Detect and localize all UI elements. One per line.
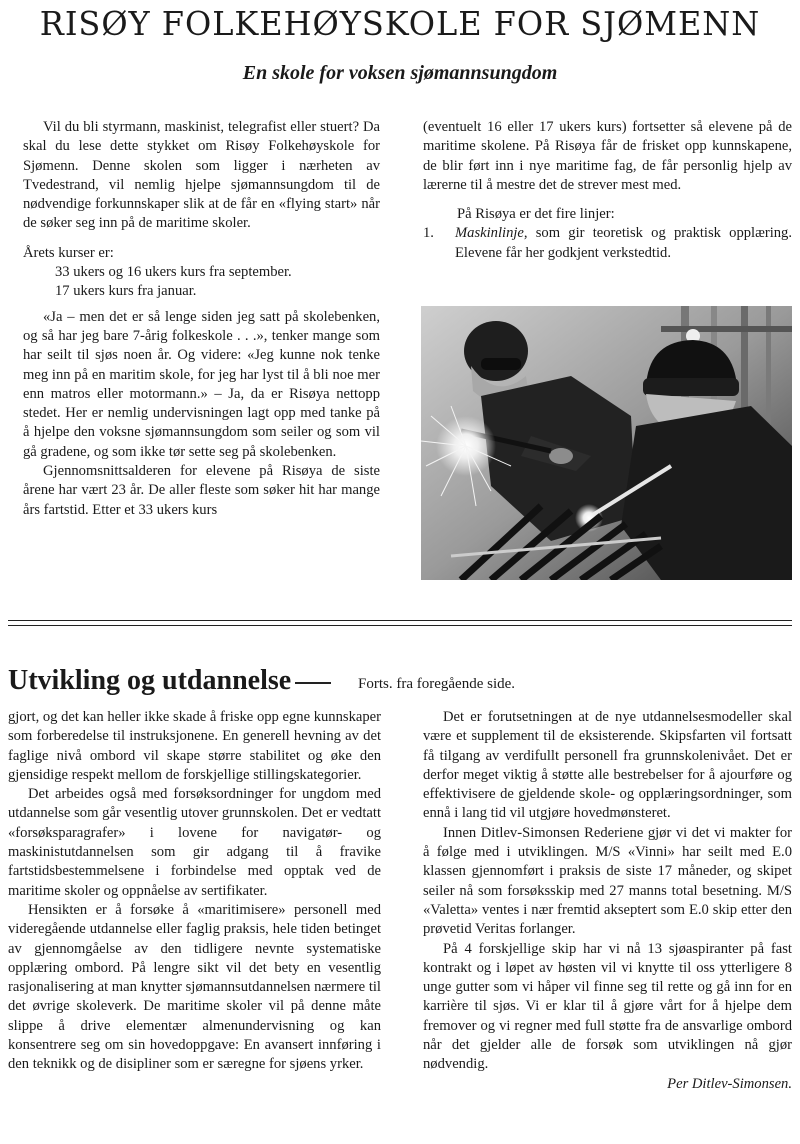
article1-paragraph: Gjennomsnittsalderen for elevene på Risøya de siste årene har vært 23 år. De aller fleste som søker hit har mange års fartstid. Etter et 33 ukers kurs: [23, 463, 380, 518]
article2-paragraph: På 4 forskjellige skip har vi nå 13 sjøaspiranter på fast kontrakt og i løpet av høsten vil vi knytte til oss ytterligere 8 unge gutter som vi håper vil finne seg til rette og gå inn for en karrière til sjøs. Vi er klar til å gjøre vårt for å hjelpe dem fremover og vi regner med full støtte fra de ansvarlige ombord når det gjelder alle de forsøk som utviklingen nå gjør nødvendig.: [423, 940, 792, 1073]
article1-left-column: [23, 118, 380, 520]
list-text: , som gir teoretisk og praktisk opplæring. Elevene får her godkjent verkstedtid.: [455, 225, 792, 261]
article1-paragraph: (eventuelt 16 eller 17 ukers kurs) fortsetter så elevene på de maritime skolene. På Risøya får de frisket opp kunnskapene, de blir ført inn i nye maritime fag, de får personlig hjelp av lærerne til å mestre det de strever mest med.: [423, 119, 792, 193]
section-divider: [8, 625, 792, 626]
article2-heading-text: Utvikling og utdannelse: [8, 665, 292, 696]
article2-paragraph: gjort, og det kan heller ikke skade å friske opp egne kunnskaper som forberedelse til instruksjonene. En generell hevning av det faglige nivå ombord vil skape større stabilitet og øke den gjensidige respekt mellom de forskjellige stillingskategorier.: [8, 709, 381, 783]
article2-paragraph: Det er forutsetningen at de nye utdannelsesmodeller skal være et supplement til de eksisterende. Skipsfarten vil fortsatt få tilgang av verdifullt personell fra grunnskolenivået. Det er derfor meget viktig å støtte alle bestrebelser for å ajourføre og effektivisere de gjeldende skole- og opplæringsordninger, som ennå i lang tid vil utgjøre hovedmønsteret.: [423, 709, 792, 822]
article1-paragraph: Årets kurser er:: [23, 244, 114, 261]
article1-right-column: [423, 118, 792, 263]
article2-paragraph: Det arbeides også med forsøksordninger for ungdom med utdannelse som går vesentlig utover grunnskolen. Det er vedtatt «forsøksparagrafer» i lovene for navigatør- og maskinistutdannelsen som gir adgang til å fravike fartstidsbestemmelsene i forbindelse med opptak ved de maritime skoler og oppnåelse av sertifikater.: [8, 786, 381, 899]
welding-photo: [421, 306, 792, 580]
article1-paragraph: «Ja – men det er så lenge siden jeg satt på skolebenken, og så har jeg bare 7-årig folkeskole . . .», tenker mange som har seilt til sjøs noen år. Og videre: «Jeg kunne nok tenke meg inn på en maritim skole, for jeg har lyst til å bli noe mer enn matros eller motormann.» – Ja, da er Risøya nettopp stedet. Her er nemlig undervisningen lagt opp med tanke på å hjelpe den voksne sjømannsungdom som seiler og som vil gå gradene, og som ikke tør sette seg på skolebenken.: [23, 308, 380, 460]
article2-heading: [8, 664, 331, 698]
article2-paragraph: Hensikten er å forsøke å «maritimisere» personell med videregående utdannelse eller faglig praksis, hele tiden betinget av gjennomgåelse av den tidligere nevnte systematiske opplæring ombord. På lengre sikt vil det bety en vesentlig rasjonalisering at man knytter sjømannsutdannelsen nærmere til det øvrige skoleverk. De maritime skoler vil på denne måte slippe å drive elementær almenundervisning og kan konsentrere seg om sin hovedoppgave: En avansert innføring i den teknikk og de disipliner som er særegne for sjøens yrker.: [8, 901, 381, 1073]
course-line: 33 ukers og 16 ukers kurs fra september.: [55, 264, 292, 281]
article1-paragraph: Vil du bli styrmann, maskinist, telegrafist eller stuert? Da skal du lese dette stykket om Risøy Folkehøyskole for Sjømenn. Denne skolen som ligger i nærheten av Tvedestrand, vil nemlig hjelpe sjømannsungdom til de nødvendige forkunnskaper slik at de får en «flying start» når de søker seg inn på de maritime skoler.: [23, 119, 380, 232]
page-title: RISØY FOLKEHØYSKOLE FOR SJØMENN: [39, 4, 761, 43]
section-divider: [8, 620, 792, 621]
article2-paragraph: Innen Ditlev-Simonsen Rederiene gjør vi det vi makter for å følge med i utviklingen. M/S «Vinni» har seilt med E.0 klassen gjennomført i praksis de siste 17 måneder, og skipet seiler nå som forsøksskip med 27 manns total besetning. M/S «Valetta» ventes i nær fremtid akseptert som E.0 skip etter den prøvetid Veritas forlanger.: [423, 824, 792, 938]
article2-right-column: [423, 708, 792, 1094]
list-number: 1.: [423, 225, 434, 242]
course-line: 17 ukers kurs fra januar.: [55, 283, 197, 300]
list-item: [423, 224, 792, 263]
continued-note: Forts. fra foregående side.: [358, 676, 516, 692]
article1-paragraph: På Risøya er det fire linjer:: [457, 206, 615, 223]
page-subtitle: En skole for voksen sjømannsungdom: [242, 62, 558, 84]
list-term: Maskinlinje: [455, 225, 524, 242]
article2-left-column: [8, 708, 381, 1075]
heading-dash: [295, 682, 331, 684]
signature: Per Ditlev-Simonsen.: [667, 1075, 792, 1092]
